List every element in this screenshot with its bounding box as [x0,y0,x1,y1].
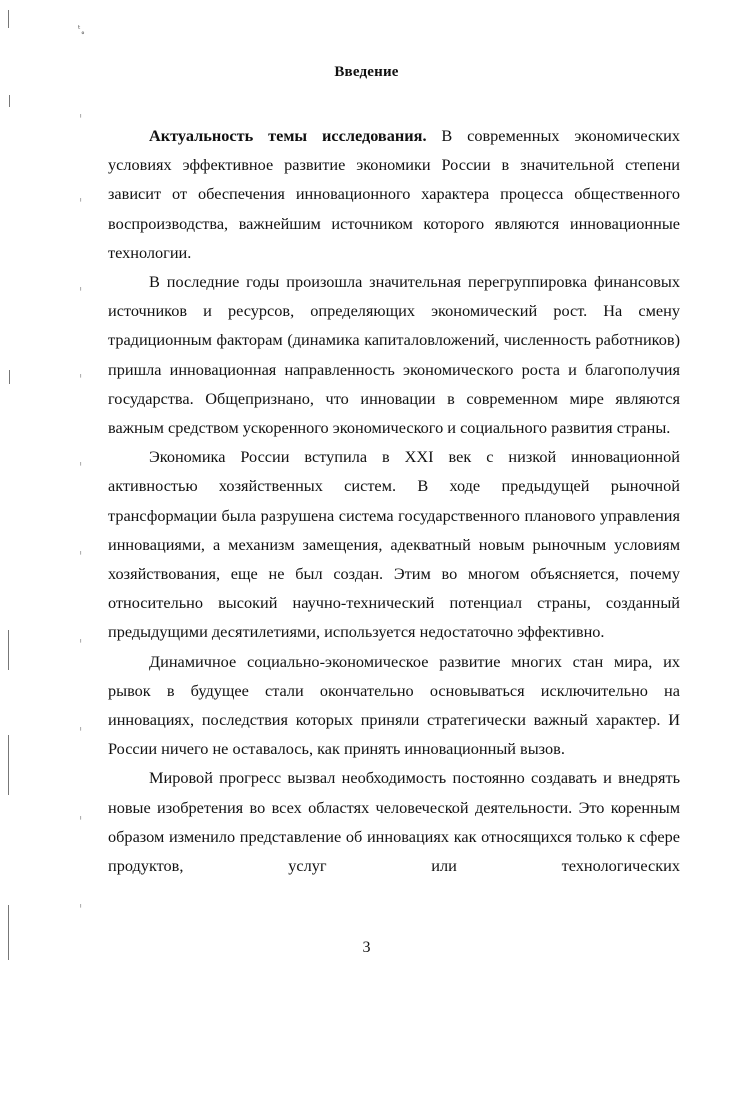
scan-edge-mark [9,95,10,107]
scan-artifact-mark: ᵎ [80,903,82,913]
paragraph-relevance [108,121,680,267]
scan-artifact-mark: ᵎ [80,197,82,207]
paragraph-text: В современных экономических условиях эффективное развитие экономики России в значительной степени зависит от обеспечения инновационного характера процесса общественного воспроизводства, важнейшим источником которого являются инновационные технологии. [108,126,681,262]
scan-artifact-mark: ᵎ [80,113,82,123]
paragraph-text: Экономика России вступила в XXI век с низкой инновационной активностью хозяйственных систем. В ходе предыдущей рыночной трансформации была разрушена система государственного планового управления инновациями, а механизм замещения, адекватный новым рыночным условиям хозяйствования, еще не был создан. Этим во многом объясняется, почему относительно высокий научно-технический потенциал страны, созданный предыдущими десятилетиями, используется недостаточно эффективно. [108,447,680,642]
scan-edge-mark [8,10,9,28]
scan-artifact-mark: ᵎ [80,461,82,471]
page-number: 3 [362,939,371,956]
scan-artifact-mark: ᵗ˳ [78,25,86,35]
paragraph-text: Мировой прогресс вызвал необходимость постоянно создавать и внедрять новые изобретения во всех областях человеческой деятельности. Это коренным образом изменило представление об инновациях как относящихся только к сфере продуктов, услуг или технологических [108,768,680,876]
paragraph-regrouping [108,267,680,442]
body-text [108,121,680,880]
section-heading: Введение [334,64,399,80]
paragraph-russia-economy [108,442,680,646]
scan-edge-mark [8,630,9,670]
paragraph-dynamic-development [108,647,680,764]
scan-artifact-mark: ᵎ [80,815,82,825]
scan-artifact-mark: ᵎ [80,726,82,736]
scan-artifact-mark: ᵎ [80,638,82,648]
paragraph-lead: Актуальность темы исследования. [149,126,427,145]
scan-edge-mark [9,370,10,384]
paragraph-world-progress [108,763,680,880]
paragraph-text: Динамичное социально-экономическое развитие многих стан мира, их рывок в будущее стали окончательно основываться исключительно на инновациях, последствия которых приняли стратегически важный характер. И России ничего не оставалось, как принять инновационный вызов. [108,651,680,759]
scan-artifact-mark: ᵎ [80,373,82,383]
scan-artifact-mark: ᵎ [80,550,82,560]
scan-artifact-mark: ᵎ [80,286,82,296]
paragraph-text: В последние годы произошла значительная перегруппировка финансовых источников и ресурсов, определяющих экономический рост. На смену традиционным факторам (динамика капиталовложений, численность работников) пришла инновационная направленность экономического роста и благополучия государства. Общепризнано, что инновации в современном мире являются важным средством ускоренного экономического и социального развития страны. [108,272,680,438]
scan-edge-mark [8,735,9,795]
